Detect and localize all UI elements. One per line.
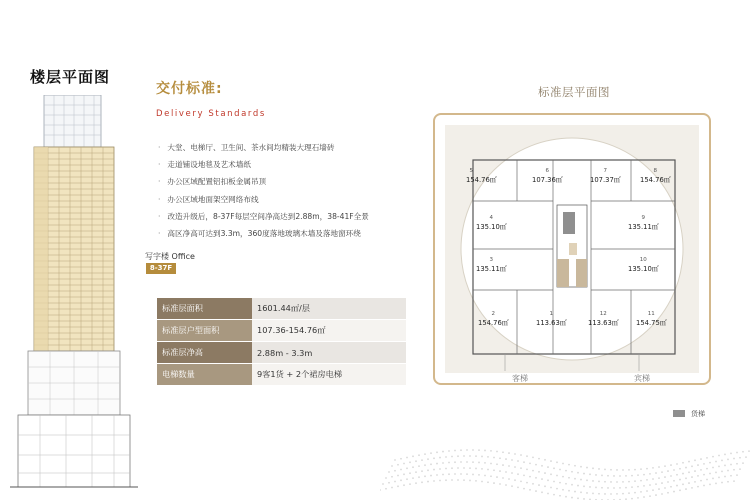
delivery-item: · 办公区域配置铝扣板金属吊顶 — [158, 173, 418, 190]
unit-label — [532, 168, 563, 184]
delivery-standards-title: 交付标准: — [156, 81, 223, 97]
page-title: 楼层平面图 — [30, 68, 111, 86]
table-row — [157, 320, 406, 342]
unit-number: 3 — [489, 257, 494, 263]
unit-label — [590, 168, 621, 184]
unit-number: 1 — [549, 311, 554, 317]
unit-area: 154.76㎡ — [640, 176, 671, 184]
unit-label — [636, 311, 667, 327]
unit-area: 135.11㎡ — [628, 223, 659, 231]
gate-label-right: 宾梯 — [634, 374, 650, 383]
floor-range-tag: 8-37F — [146, 263, 176, 274]
unit-label — [478, 311, 509, 327]
delivery-item: · 高区净高可达到3.3m，360度落地玻璃木墙及落地窗环绕 — [158, 225, 418, 242]
unit-label — [536, 311, 567, 327]
building-illustration — [10, 95, 138, 490]
delivery-standards-subtitle: Delivery Standards — [156, 109, 266, 119]
unit-label — [628, 257, 659, 273]
spec-value: 1601.44㎡/层 — [252, 298, 406, 320]
unit-number: 2 — [491, 311, 496, 317]
unit-label — [640, 168, 671, 184]
table-row — [157, 364, 406, 386]
spec-value: 107.36-154.76㎡ — [252, 320, 406, 342]
floorplan-title: 标准层平面图 — [538, 85, 610, 99]
unit-area: 107.37㎡ — [590, 176, 621, 184]
unit-number: 7 — [603, 168, 608, 174]
unit-area: 135.10㎡ — [476, 223, 507, 231]
unit-label — [628, 215, 659, 231]
unit-area: 135.10㎡ — [628, 265, 659, 273]
unit-area: 113.63㎡ — [536, 319, 567, 327]
decorative-dot-wave — [380, 430, 750, 500]
delivery-item: · 改造升级后，8-37F每层空间净高达到2.88m，38-41F全景 — [158, 208, 418, 225]
unit-area: 107.36㎡ — [532, 176, 563, 184]
spec-label: 标准层面积 — [157, 298, 252, 320]
delivery-item: · 走道铺设地毯及艺术墙纸 — [158, 156, 418, 173]
unit-area: 154.76㎡ — [478, 319, 509, 327]
table-row — [157, 298, 406, 320]
spec-value: 9客1货 + 2个裙房电梯 — [252, 364, 406, 386]
freight-elevator-swatch — [673, 410, 685, 417]
gate-label-left: 客梯 — [512, 374, 528, 383]
delivery-standards-list — [158, 139, 418, 242]
unit-number: 6 — [545, 168, 550, 174]
spec-value: 2.88m - 3.3m — [252, 342, 406, 364]
unit-number: 11 — [647, 311, 655, 317]
spec-table — [157, 298, 406, 386]
unit-label — [466, 168, 497, 184]
unit-number: 10 — [639, 257, 647, 263]
spec-label: 标准层净高 — [157, 342, 252, 364]
unit-label — [476, 257, 507, 273]
unit-number: 5 — [469, 168, 474, 174]
office-label: 写字楼 Office — [145, 252, 195, 261]
legend-label: 货梯 — [691, 410, 705, 418]
unit-number: 9 — [641, 215, 646, 221]
delivery-item: · 大堂、电梯厅、卫生间、茶水间均精装大理石墙砖 — [158, 139, 418, 156]
spec-label: 电梯数量 — [157, 364, 252, 386]
delivery-item: · 办公区域地面架空网络布线 — [158, 191, 418, 208]
unit-area: 154.75㎡ — [636, 319, 667, 327]
unit-label — [476, 215, 507, 231]
unit-area: 135.11㎡ — [476, 265, 507, 273]
unit-number: 8 — [653, 168, 658, 174]
spec-label: 标准层户型面积 — [157, 320, 252, 342]
table-row — [157, 342, 406, 364]
unit-number: 4 — [489, 215, 494, 221]
unit-number: 12 — [599, 311, 607, 317]
unit-label — [588, 311, 619, 327]
unit-area: 113.63㎡ — [588, 319, 619, 327]
unit-area: 154.76㎡ — [466, 176, 497, 184]
floorplan-drawing — [433, 113, 711, 385]
